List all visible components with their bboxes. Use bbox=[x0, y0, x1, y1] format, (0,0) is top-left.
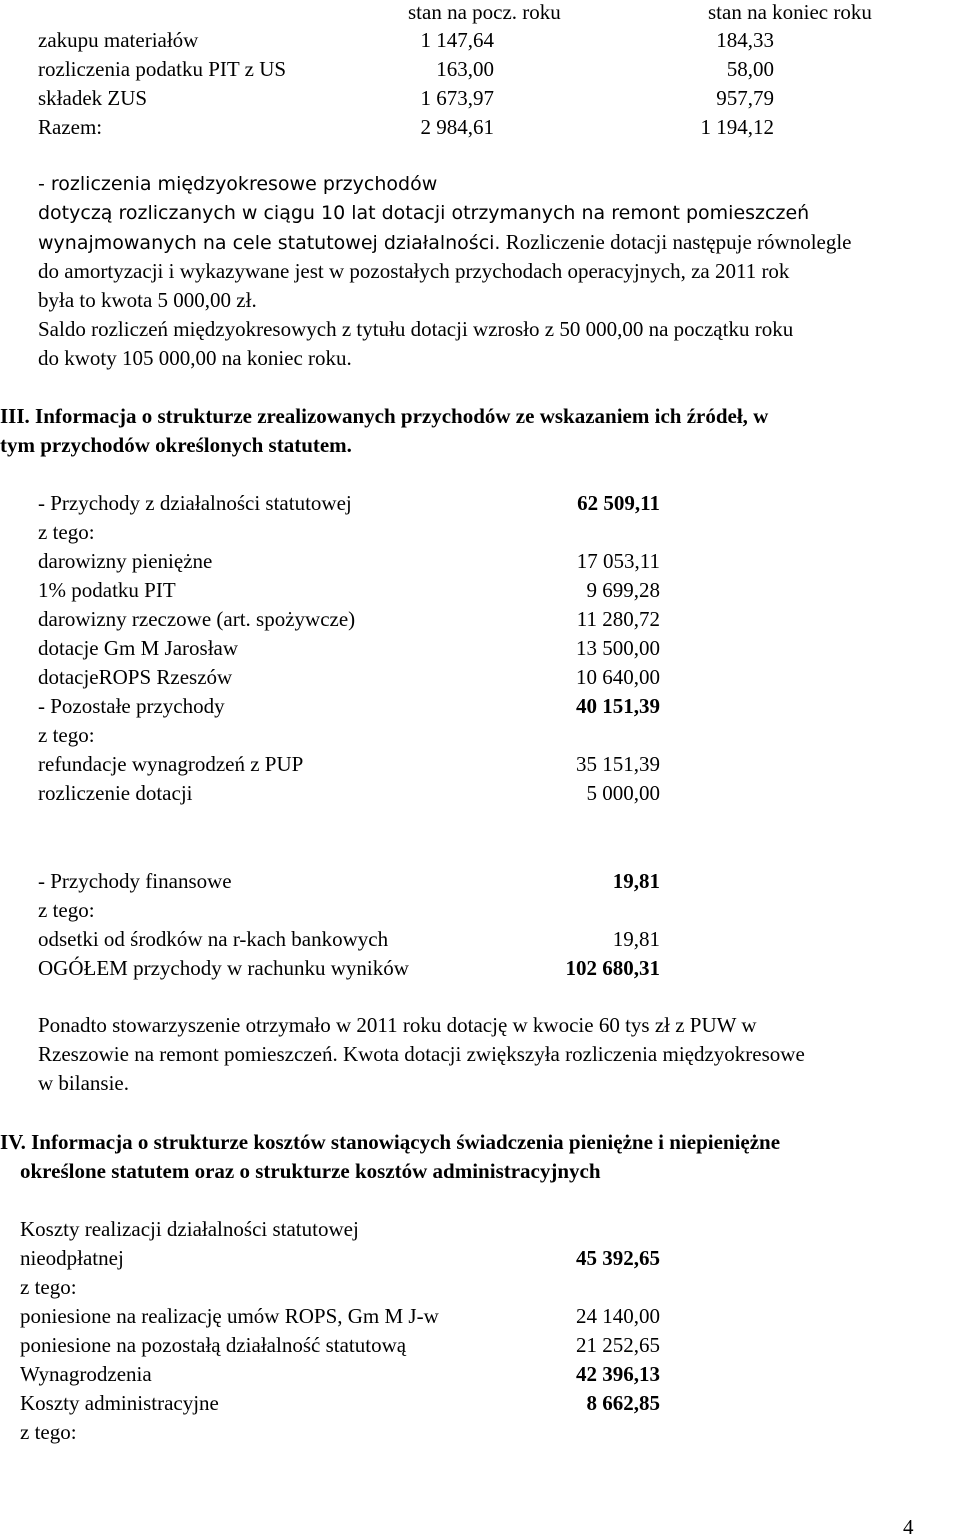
income-row-value: 19,81 bbox=[612, 869, 660, 893]
table1-header-col2: stan na koniec roku bbox=[708, 0, 872, 24]
income-row-label: rozliczenie dotacji bbox=[38, 781, 193, 805]
page-number: 4 bbox=[903, 1515, 914, 1539]
income-row-label: OGÓŁEM przychody w rachunku wyników bbox=[38, 956, 409, 980]
para1-line: była to kwota 5 000,00 zł. bbox=[38, 288, 257, 312]
note-line: Rzeszowie na remont pomieszczeń. Kwota dotacji zwiększyła rozliczenia międzyokresowe bbox=[38, 1042, 805, 1066]
table1-header-col1: stan na pocz. roku bbox=[408, 0, 561, 24]
income-row-value: 17 053,11 bbox=[576, 549, 660, 573]
cost-row-label: poniesione na realizację umów ROPS, Gm M J-w bbox=[20, 1304, 439, 1328]
income-row-value: 35 151,39 bbox=[576, 752, 660, 776]
income-row-label: z tego: bbox=[38, 898, 95, 922]
income-row-label: darowizny pieniężne bbox=[38, 549, 213, 573]
table1-row-col1: 163,00 bbox=[436, 57, 494, 81]
income-row-label: - Przychody z działalności statutowej bbox=[38, 491, 352, 515]
table1-row-label: rozliczenia podatku PIT z US bbox=[38, 57, 287, 81]
cost-row-value: 45 392,65 bbox=[576, 1246, 660, 1270]
cost-row-label: Koszty administracyjne bbox=[20, 1391, 219, 1415]
note-line: Ponadto stowarzyszenie otrzymało w 2011 roku dotację w kwocie 60 tys zł z PUW w bbox=[38, 1013, 757, 1037]
para1-line-part: Rozliczenie dotacji następuje równolegle bbox=[505, 230, 852, 254]
para1-line: do amortyzacji i wykazywane jest w pozostałych przychodach operacyjnych, za 2011 rok bbox=[38, 259, 790, 283]
section3-heading: tym przychodów określonych statutem. bbox=[0, 433, 352, 457]
cost-row-label: poniesione na pozostałą działalność statutową bbox=[20, 1333, 407, 1357]
para1-line bbox=[38, 230, 852, 255]
cost-row-value: 8 662,85 bbox=[586, 1391, 660, 1415]
income-row-label: odsetki od środków na r-kach bankowych bbox=[38, 927, 389, 951]
cost-row-label: Wynagrodzenia bbox=[20, 1362, 152, 1386]
para1-line: do kwoty 105 000,00 na koniec roku. bbox=[38, 346, 352, 370]
note-line: w bilansie. bbox=[38, 1071, 129, 1095]
income-row-label: dotacjeROPS Rzeszów bbox=[38, 665, 233, 689]
para1-line-part: wynajmowanych na cele statutowej działalności. bbox=[38, 232, 501, 254]
para1-line: dotyczą rozliczanych w ciągu 10 lat dotacji otrzymanych na remont pomieszczeń bbox=[38, 202, 810, 224]
income-row-label: 1% podatku PIT bbox=[38, 578, 176, 602]
income-row-label: z tego: bbox=[38, 723, 95, 747]
cost-row-label: Koszty realizacji działalności statutowej bbox=[20, 1217, 359, 1241]
para1-line: Saldo rozliczeń międzyokresowych z tytułu dotacji wzrosło z 50 000,00 na początku roku bbox=[38, 317, 794, 341]
cost-row-label: nieodpłatnej bbox=[20, 1246, 124, 1270]
table1-row-col1: 1 673,97 bbox=[420, 86, 494, 110]
income-row-label: refundacje wynagrodzeń z PUP bbox=[38, 752, 304, 776]
para1-line: - rozliczenia międzyokresowe przychodów bbox=[38, 173, 438, 195]
section3-heading: III. Informacja o strukturze zrealizowanych przychodów ze wskazaniem ich źródeł, w bbox=[0, 404, 769, 428]
income-row-value: 13 500,00 bbox=[576, 636, 660, 660]
table1-row-col2: 1 194,12 bbox=[700, 115, 774, 139]
income-row-value: 102 680,31 bbox=[565, 956, 660, 980]
income-row-label: - Pozostałe przychody bbox=[38, 694, 225, 718]
cost-row-label: z tego: bbox=[20, 1420, 77, 1444]
income-row-value: 5 000,00 bbox=[586, 781, 660, 805]
cost-row-value: 24 140,00 bbox=[576, 1304, 660, 1328]
table1-row-col1: 2 984,61 bbox=[420, 115, 494, 139]
table1-row-col2: 184,33 bbox=[716, 28, 774, 52]
table1-row-label: składek ZUS bbox=[38, 86, 148, 110]
cost-row-value: 21 252,65 bbox=[576, 1333, 660, 1357]
income-row-label: dotacje Gm M Jarosław bbox=[38, 636, 239, 660]
table1-row-col2: 58,00 bbox=[726, 57, 774, 81]
income-row-value: 10 640,00 bbox=[576, 665, 660, 689]
table1-row-label: zakupu materiałów bbox=[38, 28, 199, 52]
income-row-value: 19,81 bbox=[612, 927, 660, 951]
income-row-value: 9 699,28 bbox=[586, 578, 660, 602]
income-row-label: z tego: bbox=[38, 520, 95, 544]
table1-row-label: Razem: bbox=[38, 115, 103, 139]
income-row-label: - Przychody finansowe bbox=[38, 869, 232, 893]
section4-heading: IV. Informacja o strukturze kosztów stanowiących świadczenia pieniężne i niepieniężne bbox=[0, 1130, 781, 1154]
income-row-label: darowizny rzeczowe (art. spożywcze) bbox=[38, 607, 356, 631]
income-row-value: 62 509,11 bbox=[577, 491, 660, 515]
cost-row-label: z tego: bbox=[20, 1275, 77, 1299]
income-row-value: 11 280,72 bbox=[576, 607, 660, 631]
table1-row-col1: 1 147,64 bbox=[420, 28, 494, 52]
table1-row-col2: 957,79 bbox=[716, 86, 774, 110]
section4-heading: określone statutem oraz o strukturze kosztów administracyjnych bbox=[20, 1159, 601, 1183]
cost-row-value: 42 396,13 bbox=[576, 1362, 660, 1386]
income-row-value: 40 151,39 bbox=[576, 694, 660, 718]
